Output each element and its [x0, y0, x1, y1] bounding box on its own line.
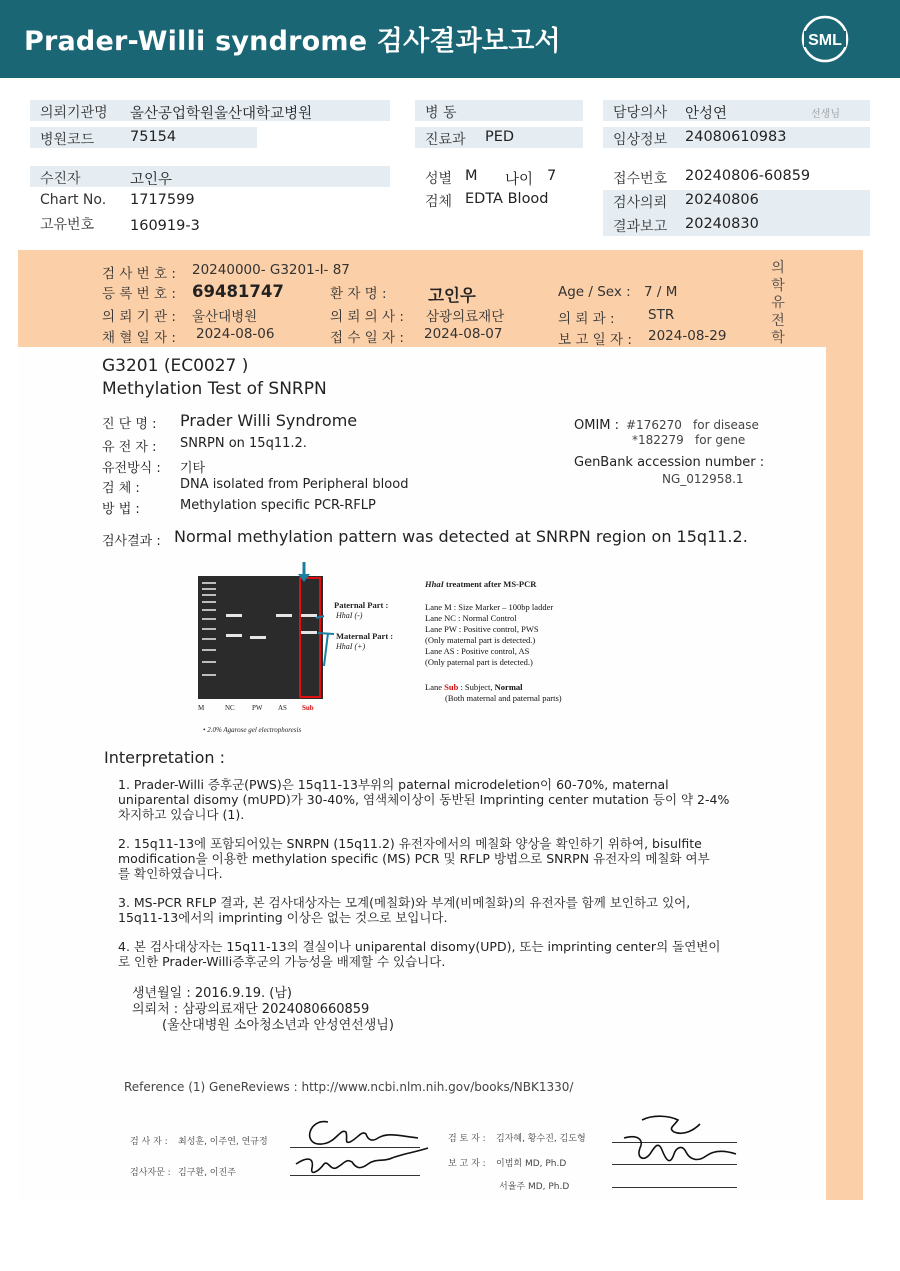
client-note: 의뢰처 : 삼광의료재단 2024080660859 — [132, 1002, 370, 1017]
lane-label-pw: PW — [252, 704, 263, 712]
omim-disease-note: for disease — [693, 418, 759, 432]
req-date-label: 검사의뢰 — [613, 195, 668, 211]
dx-label: 진 단 명 : — [102, 417, 157, 432]
specimen-label: 검체 — [425, 194, 453, 210]
clinical-value: 24080610983 — [685, 129, 787, 145]
interpretation-title: Interpretation : — [104, 748, 225, 767]
interpretation-4: 4. 본 검사대상자는 15q11-13의 결실이나 uniparental disomy(UPD), 또는 imprinting center의 돌연변이 로 인한 Prader-Willi증후군의 가능성을 배제할 수 있습니다. — [118, 939, 721, 969]
lane-label-as: AS — [278, 704, 287, 712]
advisor-label: 검사자문 : — [130, 1168, 171, 1178]
genbank-label: GenBank accession number : — [574, 455, 765, 470]
sex-age-field — [415, 166, 583, 187]
result-value: Normal methylation pattern was detected at SNRPN region on 15q11.2. — [174, 527, 748, 546]
figure-legend: Lane M : Size Marker – 100bp ladder Lane NC : Normal Control Lane PW : Positive control, PWS (Only maternal part is detected.) Lane AS : Positive control, AS (Only paternal part is detected.) — [425, 602, 554, 667]
band-report-value: 2024-08-29 — [648, 328, 727, 344]
doctor-value: 안성연 — [685, 106, 728, 122]
omim-disease-id: #176270 — [626, 418, 682, 432]
client-note-detail: (울산대병원 소아청소년과 안성연선생님) — [162, 1018, 394, 1033]
result-label: 검사결과 : — [102, 534, 161, 549]
band-receive-value: 2024-08-07 — [424, 326, 503, 342]
lane-label-sub: Sub — [302, 704, 314, 712]
method-label: 방 법 : — [102, 502, 140, 517]
clinical-field — [603, 127, 870, 148]
req-date-value: 20240806 — [685, 192, 759, 208]
req-org-field — [30, 100, 390, 121]
receipt-value: 20240806-60859 — [685, 168, 811, 184]
specimen-value: EDTA Blood — [465, 191, 549, 207]
band-test-no-label: 검 사 번 호 : — [102, 266, 176, 282]
unique-id-value: 160919-3 — [130, 218, 200, 234]
dates-field — [603, 190, 870, 236]
req-org-label: 의뢰기관명 — [40, 105, 108, 121]
band-age-sex-value: 7 / M — [644, 284, 678, 300]
receipt-field — [603, 166, 870, 187]
reviewer-signature — [614, 1110, 744, 1190]
sample-label: 검 체 : — [102, 481, 140, 496]
band-req-doctor-value: 삼광의료재단 — [426, 309, 505, 325]
specimen-field — [415, 189, 583, 210]
chart-label: Chart No. — [40, 192, 107, 208]
legend-subject-mid: : Subject, — [458, 682, 495, 692]
lane-label-nc: NC — [225, 704, 235, 712]
band-reg-no-label: 등 록 번 호 : — [102, 286, 176, 302]
paternal-sub: HhaI (-) — [336, 611, 363, 620]
unique-id-label: 고유번호 — [40, 217, 95, 233]
omim-gene-note: for gene — [695, 433, 746, 447]
logo-text: SML — [808, 32, 842, 49]
patient-field — [30, 166, 390, 187]
report-header — [0, 0, 900, 78]
scan-right-margin — [826, 250, 863, 1200]
band-dept-value: STR — [648, 307, 675, 323]
genbank-value: NG_012958.1 — [662, 472, 744, 486]
band-collect-value: 2024-08-06 — [196, 326, 275, 342]
sample-value: DNA isolated from Peripheral blood — [180, 477, 409, 492]
reporter-value: 이범희 MD, Ph.D — [496, 1159, 567, 1169]
inherit-value: 기타 — [180, 461, 206, 476]
reviewer-label: 검 토 자 : — [448, 1134, 486, 1144]
hosp-code-label: 병원코드 — [40, 132, 95, 148]
tester-signature — [288, 1108, 438, 1188]
ward-label: 병 동 — [425, 105, 457, 121]
band-side-text — [768, 260, 788, 348]
band-patient-value: 고인우 — [428, 286, 476, 305]
band-dept-label: 의 뢰 과 : — [558, 311, 615, 327]
omim-label: OMIM : — [574, 418, 620, 433]
interpretation-1: 1. Prader-Willi 증후군(PWS)은 15q11-13부위의 paternal microdeletion이 60-70%, maternal uniparental disomy (mUPD)가 30-40%, 염색체이상이 동반된 Imprinting center mutation 등이 약 2-4% 차지하고 있습니다 (1). — [118, 777, 730, 822]
clinical-label: 임상정보 — [613, 132, 668, 148]
doctor-label: 담당의사 — [613, 105, 668, 121]
doctor-suffix: 선생님 — [811, 109, 840, 120]
birth-note: 생년월일 : 2016.9.19. (남) — [132, 986, 293, 1001]
side-char: 학 — [771, 330, 785, 346]
req-org-value: 울산공업학원울산대학교병원 — [130, 106, 313, 122]
lane-label-m: M — [198, 704, 205, 712]
band-report-label: 보 고 일 자 : — [558, 332, 632, 348]
patient-label: 수진자 — [40, 171, 81, 187]
dept-label: 진료과 — [425, 132, 466, 148]
age-value: 7 — [547, 168, 557, 184]
figure-arrows — [294, 558, 339, 668]
report-date-value: 20240830 — [685, 216, 759, 232]
age-label: 나이 — [505, 172, 534, 188]
figure-legend-subject-detail: (Both maternal and paternal parts) — [445, 693, 562, 703]
omim-gene-id: *182279 — [632, 433, 684, 447]
sex-label: 성별 — [425, 171, 453, 187]
dx-value: Prader Willi Syndrome — [180, 411, 358, 430]
chart-value: 1717599 — [130, 192, 195, 208]
band-reg-no-value: 69481747 — [192, 282, 284, 301]
report-date-label: 결과보고 — [613, 219, 668, 235]
method-value: Methylation specific PCR-RFLP — [180, 498, 376, 513]
figure-title-rest: treatment after MS-PCR — [443, 579, 537, 589]
unique-id-field — [30, 212, 390, 233]
figure-legend-subject — [425, 682, 523, 693]
interpretation-2: 2. 15q11-13에 포함되어있는 SNRPN (15q11.2) 유전자에서의 메칠화 양상을 확인하기 위하여, bisulfite modification을 이용한 methylation specific (MS) PCR 및 RFLP 방법으로 SNRPN 유전자의 메칠화 여부 를 확인하였습니다. — [118, 836, 710, 881]
band-age-sex-label: Age / Sex : — [558, 284, 631, 300]
gene-value: SNRPN on 15q11.2. — [180, 436, 307, 451]
advisor-value: 김구환, 이진주 — [178, 1168, 236, 1178]
reviewer-value: 김자혜, 황수진, 김도형 — [496, 1134, 586, 1144]
ward-field — [415, 100, 583, 121]
test-name: Methylation Test of SNRPN — [102, 379, 327, 399]
band-test-no-value: 20240000- G3201-I- 87 — [192, 262, 350, 278]
side-char: 의 — [771, 260, 785, 276]
side-char: 학 — [771, 277, 785, 294]
band-req-org-value: 울산대병원 — [192, 309, 258, 325]
paternal-label: Paternal Part : — [334, 600, 389, 610]
sml-logo — [800, 14, 850, 64]
receipt-label: 접수번호 — [613, 171, 668, 187]
dept-field — [415, 127, 583, 148]
maternal-sub: HhaI (+) — [336, 642, 366, 651]
side-char: 전 — [771, 312, 785, 329]
legend-subject-tag: Sub — [444, 682, 459, 692]
doctor-field — [603, 100, 870, 121]
tester-label: 검 사 자 : — [130, 1137, 168, 1147]
inherit-label: 유전방식 : — [102, 461, 161, 476]
band-collect-label: 채 혈 일 자 : — [102, 330, 176, 346]
hosp-code-field — [30, 127, 257, 148]
reference: Reference (1) GeneReviews : http://www.ncbi.nlm.nih.gov/books/NBK1330/ — [124, 1080, 574, 1094]
figure-title — [425, 579, 536, 589]
figure-title-enzyme: HhaI — [425, 579, 444, 589]
band-req-org-label: 의 뢰 기 관 : — [102, 309, 176, 325]
reporter-label: 보 고 자 : — [448, 1159, 486, 1169]
band-patient-label: 환 자 명 : — [330, 286, 387, 302]
legend-subject-prefix: Lane — [425, 682, 445, 692]
test-code: G3201 (EC0027 ) — [102, 356, 249, 376]
maternal-label: Maternal Part : — [336, 631, 394, 641]
legend-subject-status: Normal — [494, 682, 523, 692]
gene-label: 유 전 자 : — [102, 440, 157, 455]
dept-value: PED — [485, 129, 515, 145]
sex-value: M — [465, 168, 478, 184]
scanned-report — [18, 250, 863, 1200]
patient-value: 고인우 — [130, 172, 173, 188]
tester-value: 최성훈, 이주연, 연규정 — [178, 1137, 268, 1147]
reporter2-value: 서율주 MD, Ph.D — [499, 1182, 570, 1192]
gel-note: • 2.0% Agarose gel electrophoresis — [203, 726, 302, 734]
side-char: 유 — [771, 295, 785, 311]
hosp-code-value: 75154 — [130, 129, 177, 145]
band-receive-label: 접 수 일 자 : — [330, 330, 404, 346]
interpretation-3: 3. MS-PCR RFLP 결과, 본 검사대상자는 모계(메칠화)와 부계(비메칠화)의 유전자를 함께 보인하고 있어, 15q11-13에서의 imprinting 이상은 없는 것으로 보입니다. — [118, 895, 691, 925]
band-req-doctor-label: 의 뢰 의 사 : — [330, 309, 404, 325]
report-title: Prader-Willi syndrome 검사결과보고서 — [24, 26, 561, 57]
chart-field — [30, 190, 390, 211]
